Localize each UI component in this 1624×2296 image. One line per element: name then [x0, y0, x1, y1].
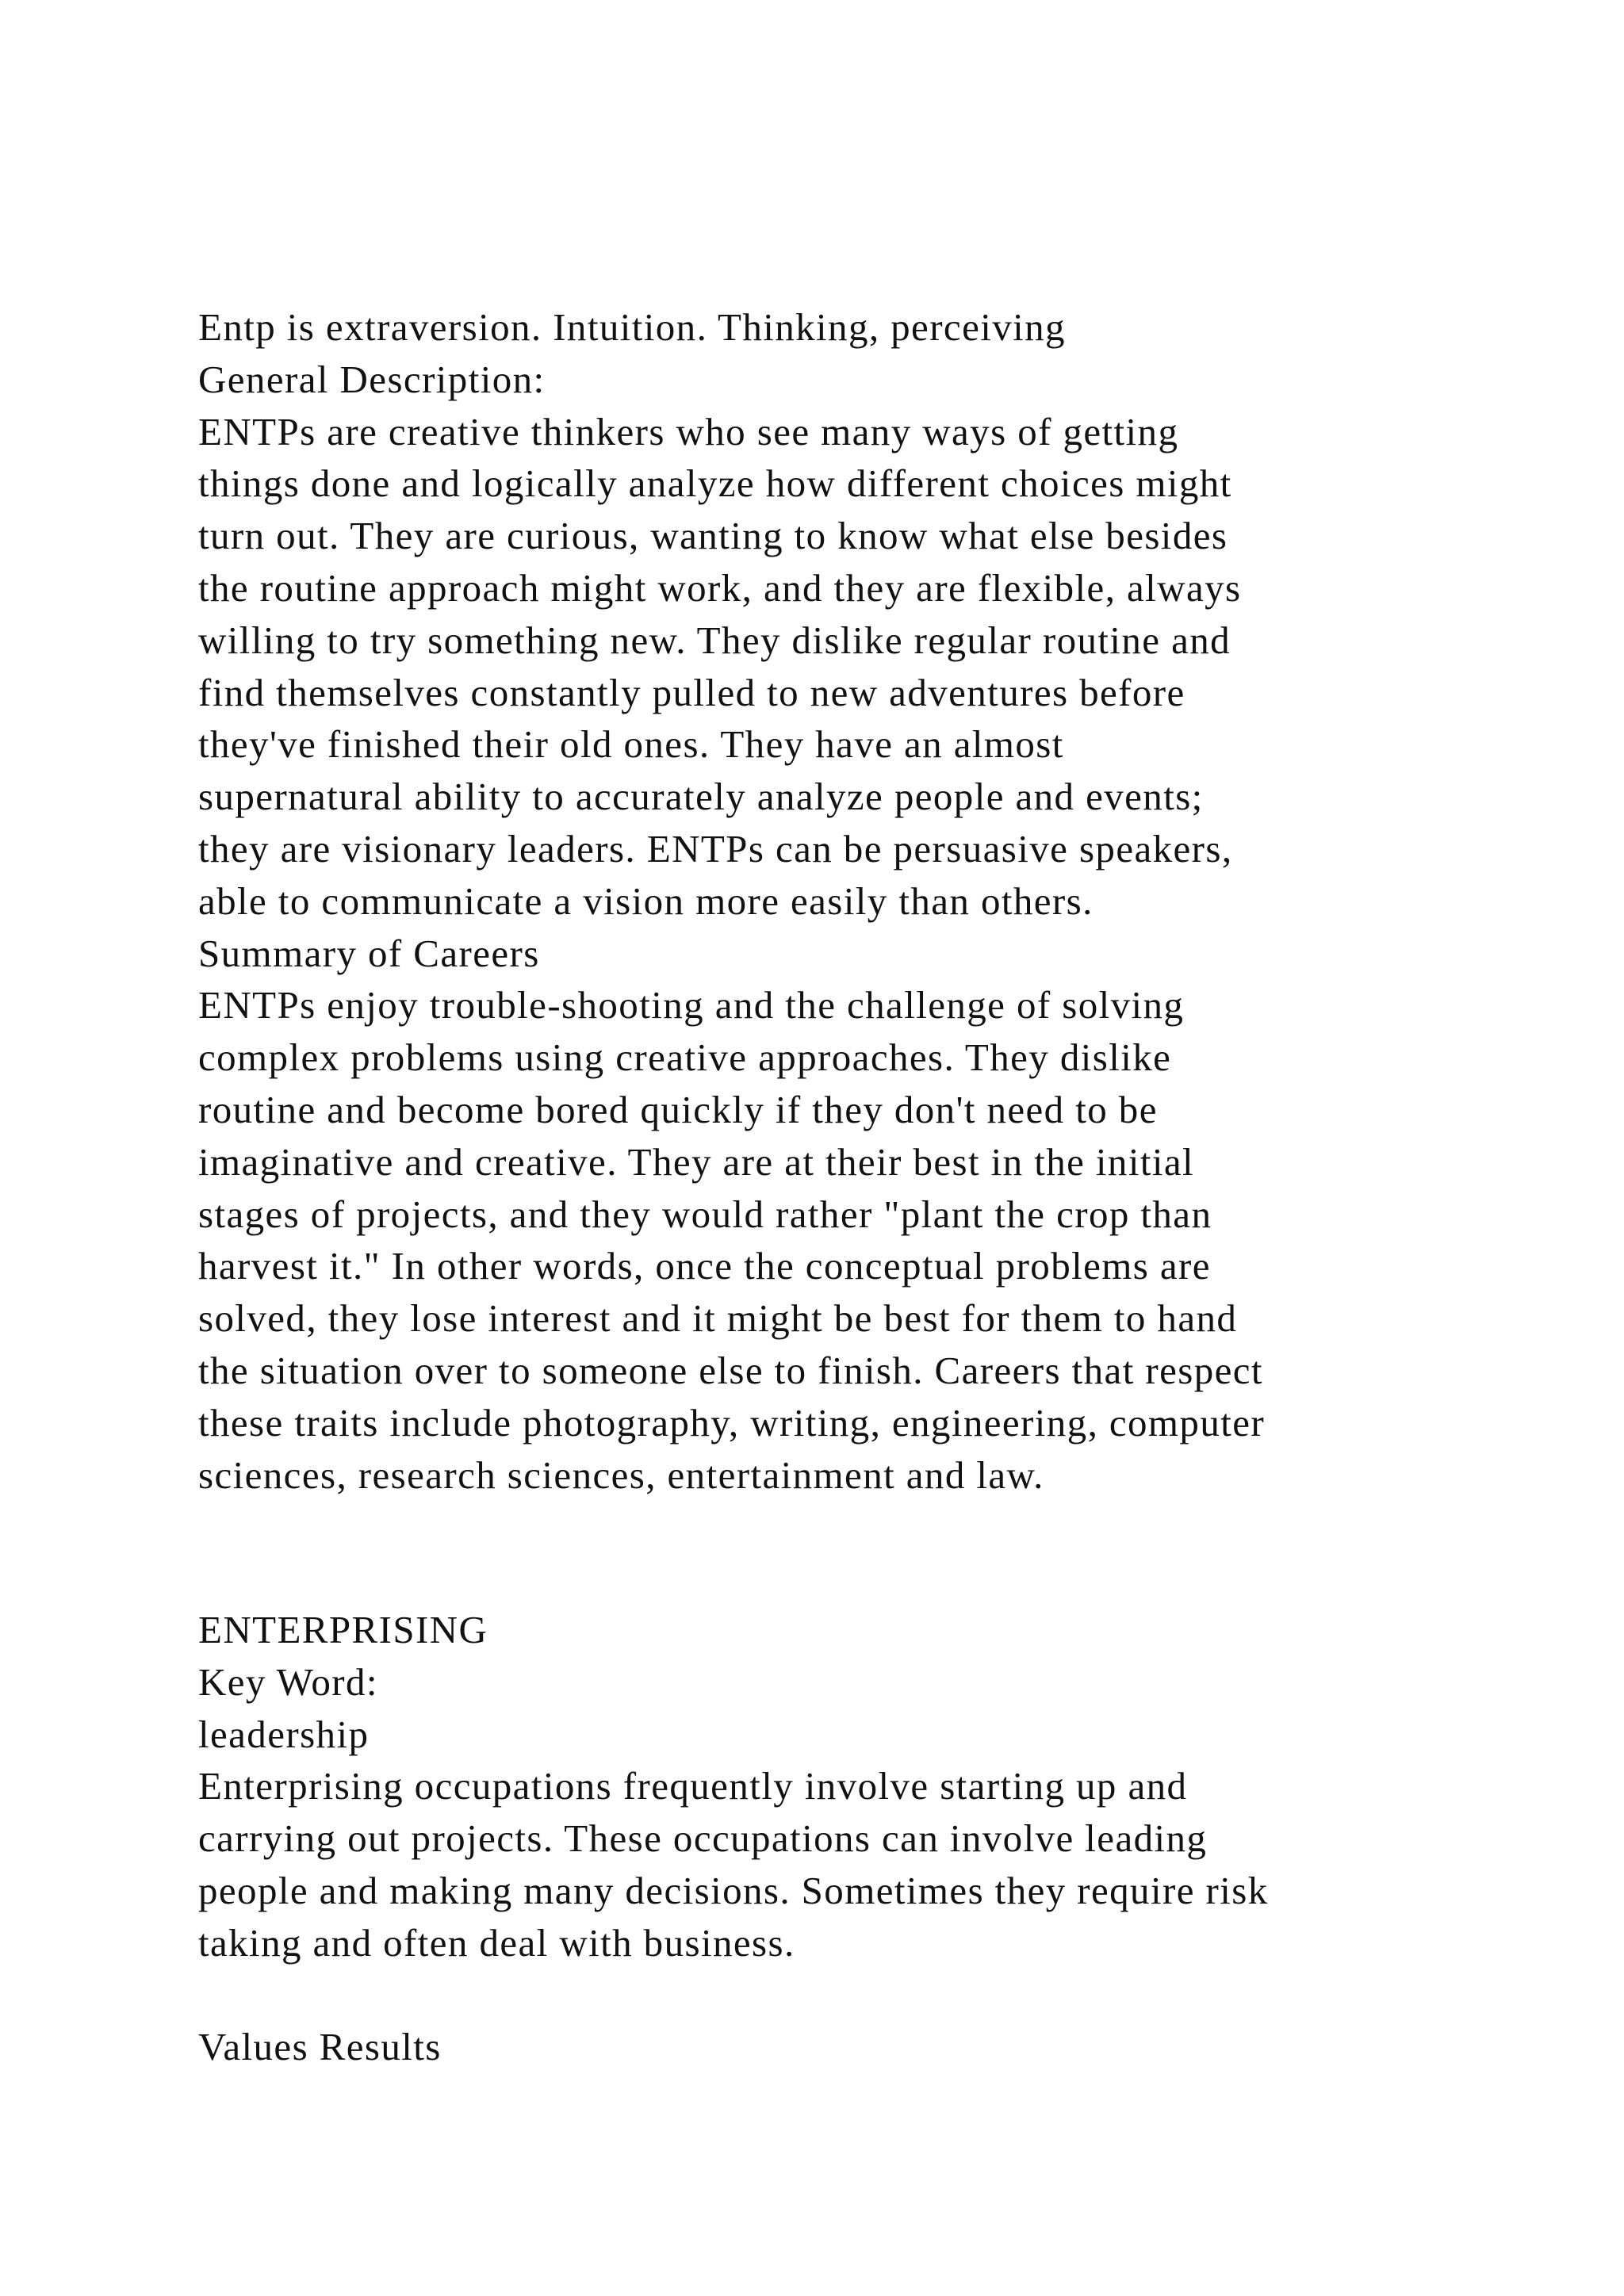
text-line: carrying out projects. These occupations can involve leading	[198, 1816, 1208, 1861]
text-line: the routine approach might work, and they are flexible, always	[198, 565, 1242, 610]
text-line: find themselves constantly pulled to new adventures before	[198, 670, 1185, 714]
text-line: stages of projects, and they would rather "plant the crop than	[198, 1192, 1212, 1236]
text-line: Summary of Careers	[198, 931, 540, 975]
text-line: harvest it." In other words, once the conceptual problems are	[198, 1244, 1211, 1288]
text-line: able to communicate a vision more easily than others.	[198, 878, 1094, 923]
text-line: they've finished their old ones. They have an almost	[198, 722, 1064, 767]
text-line: solved, they lose interest and it might be best for them to hand	[198, 1296, 1238, 1341]
text-line: turn out. They are curious, wanting to know what else besides	[198, 514, 1228, 558]
text-line: people and making many decisions. Sometimes they require risk	[198, 1868, 1269, 1912]
text-line: ENTPs enjoy trouble-shooting and the challenge of solving	[198, 983, 1185, 1027]
text-line: these traits include photography, writing, engineering, computer	[198, 1400, 1266, 1445]
text-line: taking and often deal with business.	[198, 1920, 795, 1965]
text-line: General Description:	[198, 357, 546, 401]
text-line: willing to try something new. They dislike regular routine and	[198, 618, 1231, 662]
text-line: leadership	[198, 1712, 370, 1756]
text-line: sciences, research sciences, entertainment and law.	[198, 1452, 1044, 1497]
text-line: Enterprising occupations frequently involve starting up and	[198, 1764, 1188, 1808]
text-line: ENTERPRISING	[198, 1608, 488, 1651]
text-line: routine and become bored quickly if they don't need to be	[198, 1087, 1158, 1131]
enterprising-section	[198, 1604, 1515, 1969]
text-line: imaginative and creative. They are at their best in the initial	[198, 1139, 1195, 1184]
text-line: ENTPs are creative thinkers who see many ways of getting	[198, 409, 1179, 453]
values-results-section	[198, 2021, 1515, 2073]
text-line: the situation over to someone else to finish. Careers that respect	[198, 1348, 1263, 1392]
text-line: they are visionary leaders. ENTPs can be persuasive speakers,	[198, 826, 1233, 871]
text-line: Entp is extraversion. Intuition. Thinking, perceiving	[198, 305, 1066, 349]
text-line: Values Results	[198, 2025, 442, 2068]
text-line: Key Word:	[198, 1659, 378, 1704]
text-line: complex problems using creative approaches. They dislike	[198, 1035, 1172, 1080]
mbti-description-section	[198, 301, 1515, 1501]
text-line: things done and logically analyze how different choices might	[198, 461, 1232, 506]
text-line: supernatural ability to accurately analyze people and events;	[198, 775, 1204, 819]
